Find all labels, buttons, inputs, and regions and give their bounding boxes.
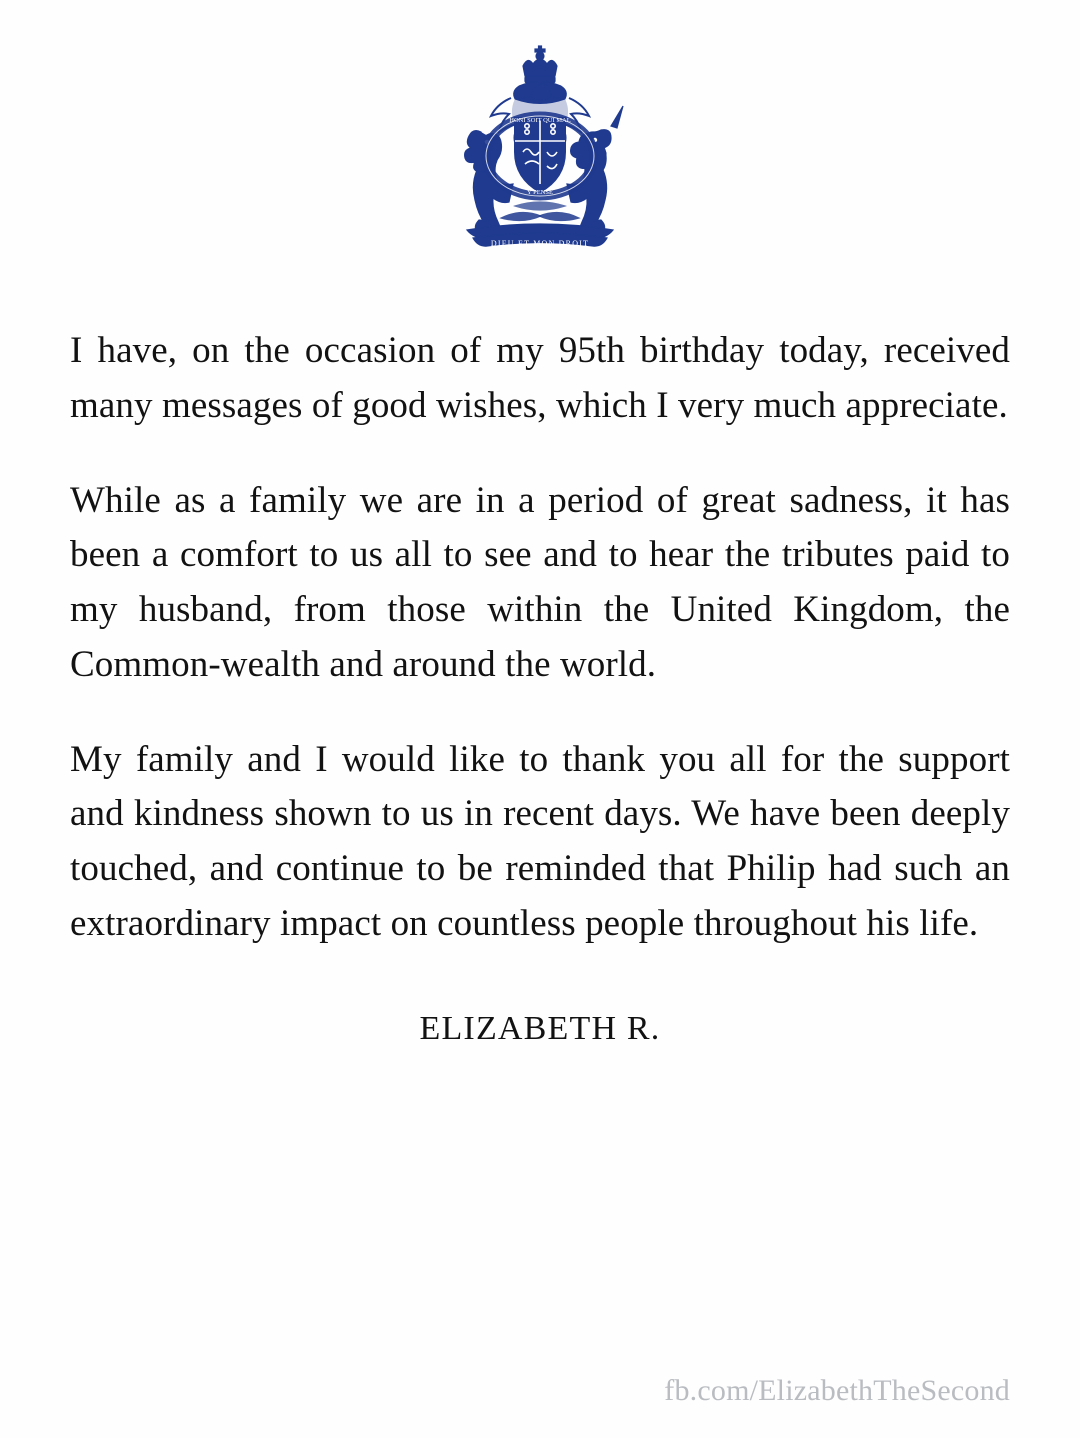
royal-coat-of-arms-icon bbox=[415, 34, 665, 274]
svg-text:DIEU ET MON DROIT: DIEU ET MON DROIT bbox=[490, 239, 590, 248]
letter-text bbox=[70, 324, 1010, 1048]
svg-text:Y PENSE: Y PENSE bbox=[527, 189, 553, 196]
crest-container bbox=[70, 0, 1010, 284]
paragraph-2: While as a family we are in a period of great sadness, it has been a comfort to us all to see and to hear the tributes paid to my husband, from those within the United Kingdom, the Common-wealth and around the world. bbox=[70, 479, 1010, 685]
paragraph-3: My family and I would like to thank you all for the support and kindness shown to us in recent days. We have been deeply touched, and continue to be reminded that Philip had such an extraordinary impact on countless people throughout his life. bbox=[70, 738, 1010, 944]
footer-handle: fb.com/ElizabethTheSecond bbox=[664, 1374, 1010, 1407]
svg-text:HONI SOIT QUI MAL: HONI SOIT QUI MAL bbox=[509, 117, 571, 124]
paragraph-1: I have, on the occasion of my 95th birthday today, received many messages of good wishes, which I very much appreciate. bbox=[70, 330, 1010, 426]
signature: ELIZABETH R. bbox=[419, 1009, 661, 1047]
